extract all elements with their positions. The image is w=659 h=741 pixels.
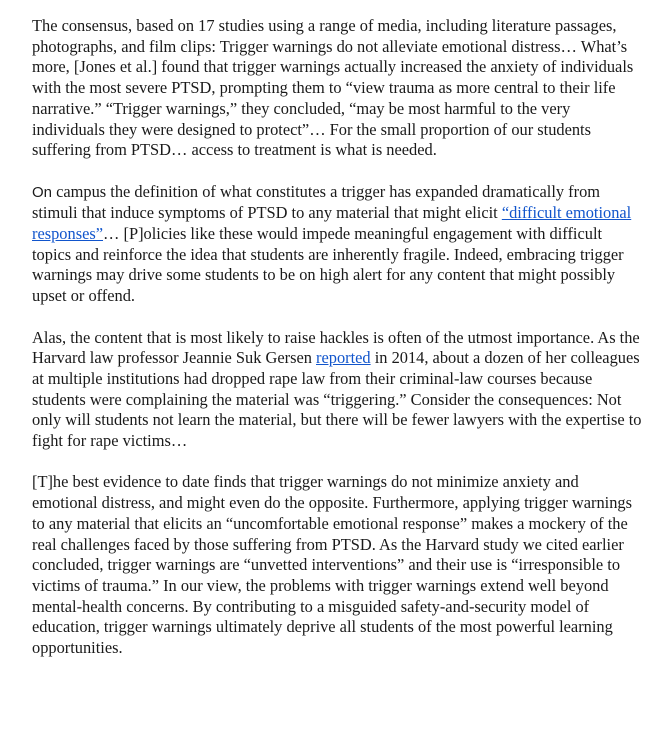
- paragraph-campus-definition: [32, 182, 644, 307]
- paragraph-text-after-link: in 2014, about a dozen of her colleagues at multiple institutions had dropped rape law from their criminal-law courses because students were complaining the material was “triggering.” Consider the consequences: Not only will students not learn the material, but there will be fewer lawyers with the expertise to fight for rape victims…: [32, 348, 642, 451]
- paragraph-consensus: The consensus, based on 17 studies using a range of media, including literature passages, photographs, and film clips: Trigger warnings do not alleviate emotional distress… What’s more, [Jones et al.] found that trigger warnings actually increased the anxiety of individuals with the most severe PTSD, prompting them to “view trauma as more central to their life narrative.” “Trigger warnings,” they concluded, “may be most harmful to the very individuals they were designed to protect”… For the small proportion of our students suffering from PTSD… access to treatment is what is needed.: [32, 16, 634, 160]
- reported-link[interactable]: reported: [316, 348, 371, 368]
- paragraph-harvard-law: [32, 328, 644, 452]
- paragraph-text-after-link: … [P]olicies like these would impede meaningful engagement with difficult topics and reinforce the idea that students are inherently fragile. Indeed, embracing trigger warnings may drive some students to be on high alert for any content that might possibly upset or offend.: [32, 224, 624, 306]
- paragraph-best-evidence: [T]he best evidence to date finds that trigger warnings do not minimize anxiety and emotional distress, and might even do the opposite. Furthermore, applying trigger warnings to any material that elicits an “uncomfortable emotional response” makes a mockery of the real challenges faced by those suffering from PTSD. As the Harvard study we cited earlier concluded, trigger warnings are “unvetted interventions” and their use is “irresponsible to victims of trauma.” In our view, the problems with trigger warnings extend well beyond mental-health concerns. By contributing to a misguided safety-and-security model of education, trigger warnings ultimately deprive all students of the most powerful learning opportunities.: [32, 472, 632, 658]
- document-body: [32, 16, 644, 659]
- paragraph-text-before-link: campus the definition of what constitutes a trigger has expanded dramatically from stimuli that induce symptoms of PTSD to any material that might elicit: [32, 181, 601, 223]
- difficult-emotional-responses-link[interactable]: “difficult emotional responses”: [32, 203, 632, 244]
- paragraph-text-before-link: Alas, the content that is most likely to raise hackles is often of the utmost importance. As the Harvard law professor Jeannie Suk Gersen: [32, 327, 640, 368]
- paragraph-lead-word: On: [32, 183, 53, 201]
